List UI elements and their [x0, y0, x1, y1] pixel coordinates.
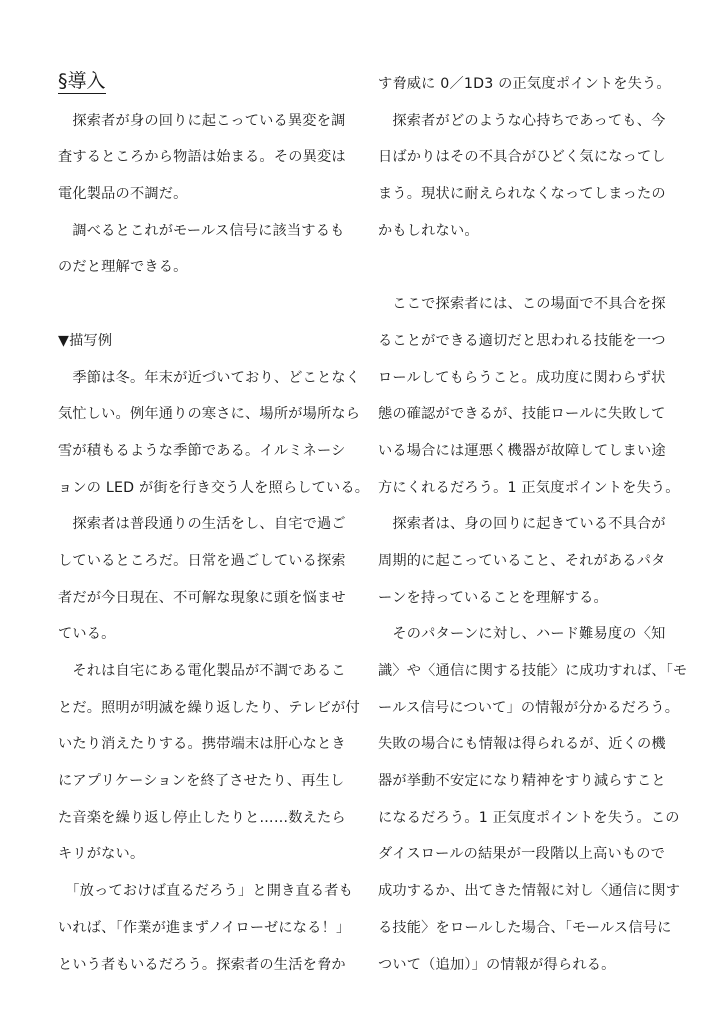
section-heading — [58, 66, 358, 103]
text-line: それは自宅にある電化製品が不調であるこ — [58, 663, 346, 679]
text-line: かもしれない。 — [378, 222, 479, 239]
text-line: ールス信号について」の情報が分かるだろう。 — [378, 699, 680, 716]
text-line: 雪が積もるような季節である。イルミネーシ — [58, 442, 346, 459]
text-line: という者もいるだろう。探索者の生活を脅か — [58, 956, 346, 973]
text-line: ロールしてもらうこと。成功度に関わらず状 — [378, 369, 666, 386]
text-line: ることができる適切だと思われる技能を一つ — [378, 332, 666, 349]
text-line: ーンを持っていることを理解する。 — [378, 589, 608, 606]
left-column — [58, 66, 370, 983]
text-line: す脅威に 0／1D3 の正気度ポイントを失う。 — [378, 76, 671, 92]
text-line: 探索者がどのような心持ちであっても、今 — [378, 112, 666, 129]
text-line: いれば、「作業が進まずノイローゼになる！」 — [58, 919, 351, 936]
text-line: ここで探索者には、この場面で不具合を探 — [378, 296, 666, 313]
text-line: 者だが今日現在、不可解な現象に頭を悩ませ — [58, 589, 346, 606]
right-column — [378, 66, 688, 983]
text-line: ついて（追加）」の情報が得られる。 — [378, 956, 616, 973]
text-line: 探索者は、身の回りに起きている不具合が — [378, 516, 666, 533]
text-line: のだと理解できる。 — [58, 259, 188, 276]
text-line: 電化製品の不調だ。 — [58, 186, 188, 203]
text-line: 成功するか、出てきた情報に対し〈通信に関す — [378, 883, 681, 900]
text-line: ている。 — [58, 626, 116, 643]
text-line: 探索者は普段通りの生活をし、自宅で過ご — [58, 516, 346, 533]
text-line: 失敗の場合にも情報は得られるが、近くの機 — [378, 736, 666, 753]
paragraph-gap — [378, 249, 678, 286]
text-line: 「放っておけば直るだろう」と開き直る者も — [58, 883, 354, 900]
paragraph-gap — [58, 286, 358, 323]
text-line: まう。現状に耐えられなくなってしまったの — [378, 186, 666, 203]
text-line: になるだろう。1 正気度ポイントを失う。この — [378, 809, 680, 826]
text-line: ョンの LED が街を行き交う人を照らしている。 — [58, 479, 370, 496]
text-line: る技能〉をロールした場合、「モールス信号に — [378, 919, 672, 936]
text-line: た音楽を繰り返し停止したりと……数えたら — [58, 809, 346, 826]
text-line: いる場合には運悪く機器が故障してしまい途 — [378, 442, 666, 459]
text-line: 査するところから物語は始まる。その異変は — [58, 149, 346, 166]
text-line: 態の確認ができるが、技能ロールに失敗して — [378, 406, 666, 423]
text-line: キリがない。 — [58, 846, 145, 863]
text-line: 季節は冬。年末が近づいており、どことなく — [58, 369, 361, 386]
text-line: 方にくれるだろう。1 正気度ポイントを失う。 — [378, 479, 680, 496]
text-line: いたり消えたりする。携帯端末は肝心なとき — [58, 736, 346, 753]
text-line: とだ。照明が明滅を繰り返したり、テレビが付 — [58, 699, 360, 716]
text-line: 識〉や〈通信に関する技能〉に成功すれば、「モ — [378, 663, 688, 679]
text-line: 気忙しい。例年通りの寒さに、場所が場所なら — [58, 406, 361, 423]
text-line: しているところだ。日常を過ごしている探索 — [58, 552, 346, 569]
text-line: ダイスロールの結果が一段階以上高いもので — [378, 846, 666, 863]
section-heading-text: §導入 — [58, 70, 106, 92]
text-line: 器が挙動不安定になり精神をすり減らすこと — [378, 773, 666, 790]
text-line: 日ばかりはその不具合がひどく気になってし — [378, 149, 666, 166]
text-line: そのパターンに対し、ハード難易度の〈知 — [378, 626, 666, 643]
text-line: 調べるとこれがモールス信号に該当するも — [58, 222, 345, 239]
text-line: にアプリケーションを終了させたり、再生し — [58, 773, 345, 790]
text-line: ▼描写例 — [58, 332, 113, 349]
text-line: 探索者が身の回りに起こっている異変を調 — [58, 112, 346, 129]
text-line: 周期的に起こっていること、それがあるパタ — [378, 552, 666, 569]
